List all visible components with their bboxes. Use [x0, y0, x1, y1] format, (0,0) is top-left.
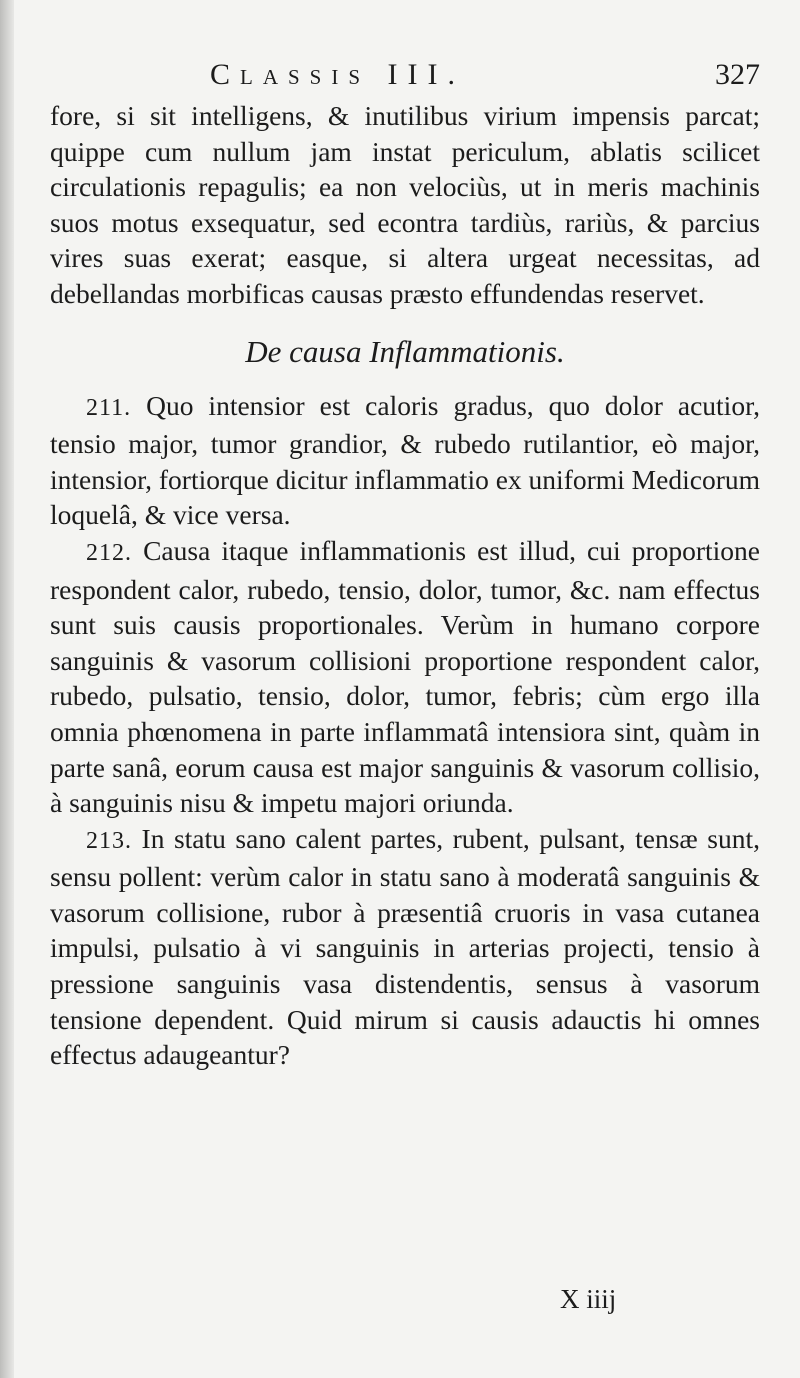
paragraph-number: 211.: [86, 394, 132, 421]
paragraph-213: [50, 821, 760, 1073]
page-gutter-shadow: [0, 0, 14, 1378]
paragraph-text: Quo intensior est caloris gradus, quo dolor acutior, tensio major, tumor grandior, & rubedo rutilantior, eò major, intensior, fortiorque dicitur inflammatio ex uniformi Medicorum loquelâ, & vice versa.: [50, 389, 761, 531]
paragraph-number: 212.: [86, 539, 132, 566]
running-title: Classis III.: [210, 58, 466, 91]
paragraph-211: [50, 388, 760, 533]
paragraph-212: [50, 533, 760, 821]
paragraph-text: In statu sano calent partes, rubent, pulsant, tensæ sunt, sensu pollent: verùm calor in statu sano à moderatâ sanguinis & vasorum collisione, rubor à præsentiâ cruoris in vasa cutanea impulsi, pulsatio à vi sanguinis in arterias projecti, tensio à pressione sanguinis vasa distendentis, sensus à vasorum tensione dependent. Quid mirum si causis adauctis hi omnes effectus adaugeantur?: [50, 822, 760, 1071]
paragraph-number: 213.: [86, 827, 132, 854]
paragraph-text: Causa itaque inflammationis est illud, cui proportione respondent calor, rubedo, tensio, dolor, tumor, &c. nam effectus sunt suis causis proportionales. Verùm in humano corpore sanguinis & vasorum collisioni proportione respondent calor, rubedo, pulsatio, tensio, dolor, tumor, febris; cùm ergo illa omnia phœnomena in parte inflammatâ intensiora sint, quàm in parte sanâ, eorum causa est major sanguinis & vasorum collisio, à sanguinis nisu & impetu majori oriunda.: [50, 534, 761, 819]
section-heading: De causa Inflammationis.: [245, 333, 565, 369]
signature-mark: X iiij: [560, 1284, 617, 1314]
page-number: 327: [715, 58, 760, 91]
continuation-paragraph: fore, si sit intelligens, & inutilibus virium impensis parcat; quippe cum nullum jam instat periculum, ablatis scilicet circulationis repagulis; ea non velociùs, ut in meris machinis suos motus exsequatur, sed econtra tardiùs, rariùs, & parcius vires suas exerat; easque, si altera urgeat necessitas, ad debellandas morbificas causas præsto effundendas reservet.: [50, 100, 760, 309]
page-header: [50, 52, 760, 98]
page-text-block: [50, 52, 760, 1073]
